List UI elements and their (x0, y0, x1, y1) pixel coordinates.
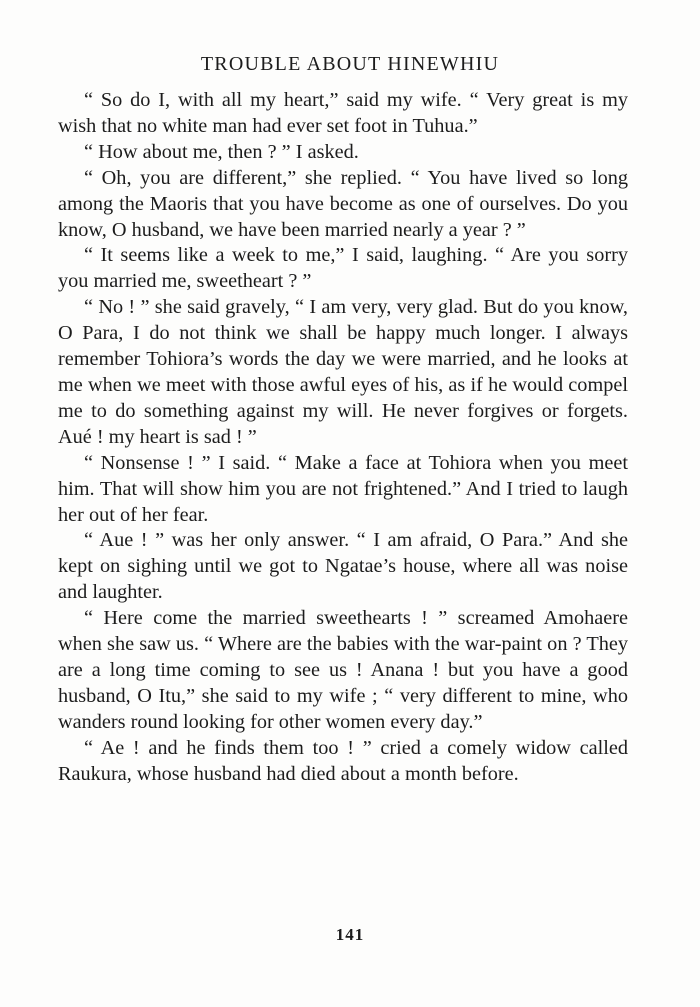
paragraph: “ Nonsense ! ” I said. “ Make a face at Tohiora when you meet him. That will show him you are not frightened.” And I tried to laugh her out of her fear. (58, 451, 628, 526)
running-head: TROUBLE ABOUT HINEWHIU (200, 53, 500, 75)
paragraph: “ It seems like a week to me,” I said, laughing. “ Are you sorry you married me, sweetheart ? ” (58, 244, 628, 293)
body-text (58, 88, 628, 787)
paragraph: “ Aue ! ” was her only answer. “ I am afraid, O Para.” And she kept on sighing until we got to Ngatae’s house, where all was noise and laughter. (58, 529, 628, 604)
paragraph: “ So do I, with all my heart,” said my wife. “ Very great is my wish that no white man had ever set foot in Tuhua.” (58, 89, 628, 137)
paragraph: “ Here come the married sweethearts ! ” screamed Amohaere when she saw us. “ Where are the babies with the war-paint on ? They are a long time coming to see us ! Anana ! but you have a good husband, O Itu,” she said to my wife ; “ very different to mine, who wanders round looking for other women every day.” (58, 607, 628, 733)
page-number: 141 (335, 925, 365, 944)
paragraph: “ No ! ” she said gravely, “ I am very, very glad. But do you know, O Para, I do not think we shall be happy much longer. I always remember Tohiora’s words the day we were married, and he looks at me when we meet with those awful eyes of his, as if he would compel me to do something against my will. He never forgives or forgets. Aué ! my heart is sad ! ” (58, 296, 628, 448)
paragraph: “ How about me, then ? ” I asked. (84, 140, 359, 163)
paragraph: “ Oh, you are different,” she replied. “ You have lived so long among the Maoris that you have become as one of ourselves. Do you know, O husband, we have been married nearly a year ? ” (58, 166, 628, 241)
paragraph: “ Ae ! and he finds them too ! ” cried a comely widow called Raukura, whose husband had died about a month before. (58, 736, 628, 785)
